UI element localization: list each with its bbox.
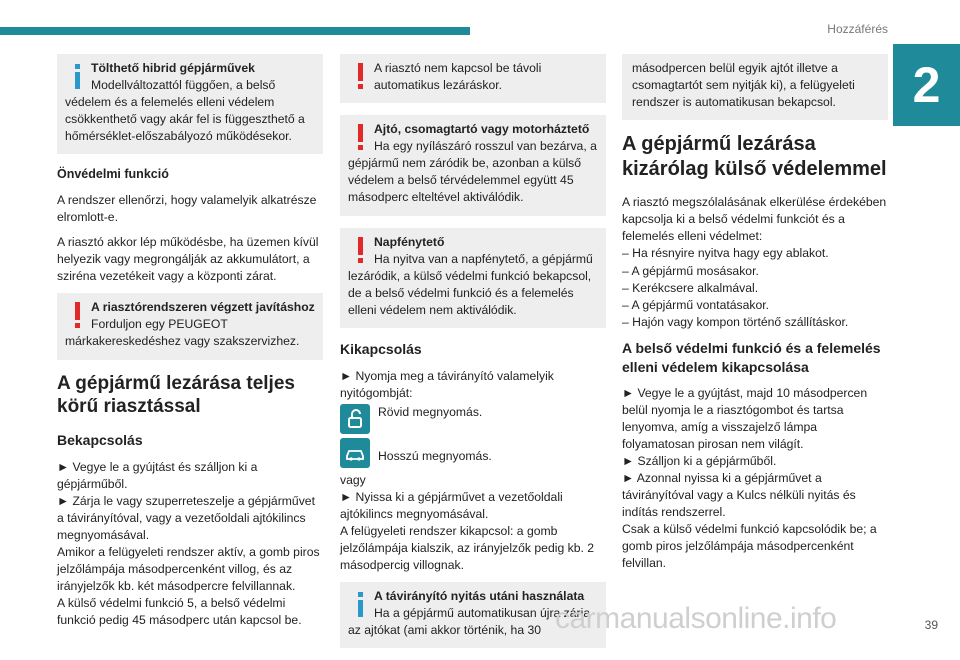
watermark: carmanualsonline.info: [555, 602, 837, 635]
column-3: [622, 54, 888, 581]
heading-interior-off: A belső védelmi funkció és a felemelés elleni védelem kikapcsolása: [622, 339, 881, 375]
paragraph: ► Szálljon ki a gépjárműből.: [622, 453, 777, 468]
info-box-text: Ha a gépjármű automatikusan újra zárja az ajtókat (ami akkor történik, ha 30: [348, 606, 591, 638]
warning-icon: [65, 299, 91, 333]
info-icon: [348, 588, 374, 622]
heading-self-protection: Önvédelmi funkció: [57, 167, 169, 182]
column-2: [340, 54, 606, 660]
paragraph: A riasztó akkor lép működésbe, ha üzemen kívül helyezik vagy megrongálják az akkumulátort, a sziréna vezetékeit vagy a központi zárat.: [57, 235, 319, 284]
unlock-icon: [340, 404, 370, 434]
paragraph: ► Nyomja meg a távirányító valamelyik nyitógombját:: [340, 368, 554, 400]
paragraph: ► Zárja le vagy szuperreteszelje a gépjárművet a távirányítóval, vagy a vezetőoldali ajtókilincs megnyomásával.: [57, 493, 315, 542]
warning-box-text: A riasztó nem kapcsol be távoli automatikus lezáráskor.: [374, 61, 542, 93]
paragraph: ► Vegye le a gyújtást és szálljon ki a gépjárműből.: [57, 459, 258, 491]
warning-box-title: Ajtó, csomagtartó vagy motorháztető: [374, 122, 590, 137]
list-item: – Hajón vagy kompon történő szállításkor.: [622, 314, 849, 329]
warning-box-title: Napfénytető: [374, 234, 445, 249]
paragraph: Amikor a felügyeleti rendszer aktív, a gomb piros jelzőlámpája másodpercenként villog, és az irányjelzők kb. két másodpercre felvillannak.: [57, 545, 320, 594]
info-box-text: másodpercen belül egyik ajtót illetve a csomagtartót sem nyitják ki), a felügyeleti rendszer is automatikusan bekapcsol.: [632, 61, 855, 110]
paragraph: ► Vegye le a gyújtást, majd 10 másodpercen belül nyomja le a riasztógombot és tartsa lenyomva, amíg a visszajelző lámpa folyamatosan pirosan nem világít.: [622, 385, 868, 451]
header-accent-bar: [0, 27, 470, 35]
warning-box-repair: [57, 293, 323, 359]
paragraph: Csak a külső védelmi funkció kapcsolódik be; a gomb piros jelzőlámpája másodpercenként felvillan.: [622, 522, 877, 571]
warning-box-title: A riasztórendszeren végzett javításhoz: [91, 300, 315, 315]
list-item: – A gépjármű mosásakor.: [622, 263, 759, 278]
warning-box-text: Ha nyitva van a napfénytető, a gépjármű lezáródik, a külső védelmi funkció bekapcsol, de a belső védelmi funkció és a felemelés elleni védelem nem aktiválódik.: [348, 251, 593, 317]
column-1: [57, 54, 323, 637]
warning-box-sunroof: [340, 228, 606, 328]
paragraph: ► Azonnal nyissa ki a gépjárművet a távirányítóval vagy a Kulcs nélküli nyitás és indítás rendszerrel.: [622, 471, 856, 520]
paragraph: A riasztó megszólalásának elkerülése érdekében kapcsolja ki a belső védelmi funkciót és a felemelés elleni védelmet:: [622, 195, 887, 244]
paragraph: A külső védelmi funkció 5, a belső védelmi funkció pedig 45 másodperc után kapcsol be.: [57, 596, 302, 628]
info-icon: [65, 60, 91, 94]
info-box-continued: [622, 54, 888, 120]
info-box-title: Tölthető hibrid gépjárművek: [91, 61, 255, 75]
heading-deactivation: Kikapcsolás: [340, 340, 422, 357]
info-box-hybrid: [57, 54, 323, 154]
warning-box-text: Forduljon egy PEUGEOT márkakereskedéshez vagy szakszervizhez.: [65, 317, 300, 349]
warning-icon: [348, 234, 374, 268]
page-number: 39: [924, 618, 938, 632]
heading-exterior-only: A gépjármű lezárása kizárólag külső védelemmel: [622, 133, 887, 181]
warning-icon: [348, 121, 374, 155]
warning-box-text: Ha egy nyílászáró rosszul van bezárva, a gépjármű nem záródik be, azonban a külső védelem a belső térvédelemmel együtt 45 másodperc elteltével aktiválódik.: [348, 139, 597, 205]
exterior-list: [622, 245, 888, 330]
heading-full-alarm: A gépjármű lezárása teljes körű riasztással: [57, 372, 295, 418]
car-unlock-icon: [340, 438, 370, 468]
short-press-label: Rövid megnyomás.: [378, 404, 483, 419]
paragraph: vagy: [340, 472, 366, 487]
info-box-title: A távirányító nyitás utáni használata: [374, 589, 585, 604]
list-item: – Kerékcsere alkalmával.: [622, 280, 759, 295]
section-title: Hozzáférés: [827, 22, 888, 36]
list-item: – Ha résnyire nyitva hagy egy ablakot.: [622, 246, 829, 261]
paragraph: ► Nyissa ki a gépjárművet a vezetőoldali ajtókilincs megnyomásával.: [340, 489, 563, 521]
warning-box-remote-lock: [340, 54, 606, 103]
list-item: – A gépjármű vontatásakor.: [622, 297, 770, 312]
long-press-label: Hosszú megnyomás.: [378, 448, 492, 463]
remote-short-press-row: [340, 404, 606, 434]
heading-activation: Bekapcsolás: [57, 432, 143, 449]
warning-icon: [348, 60, 374, 94]
info-box-text: Modellváltozattól függően, a belső védelem és a felemelés elleni védelem csökkenthető vagy akár fel is függeszthető a hőmérséklet-előszabályozó működésekor.: [65, 78, 305, 144]
chapter-tab: 2: [893, 44, 960, 126]
warning-box-doors: [340, 115, 606, 215]
paragraph: A rendszer ellenőrzi, hogy valamelyik alkatrésze elromlott-e.: [57, 192, 317, 224]
remote-long-press-row: [340, 438, 606, 468]
paragraph: A felügyeleti rendszer kikapcsol: a gomb jelzőlámpája kialszik, az irányjelzők pedig kb. 2 másodpercig villognak.: [340, 523, 595, 573]
